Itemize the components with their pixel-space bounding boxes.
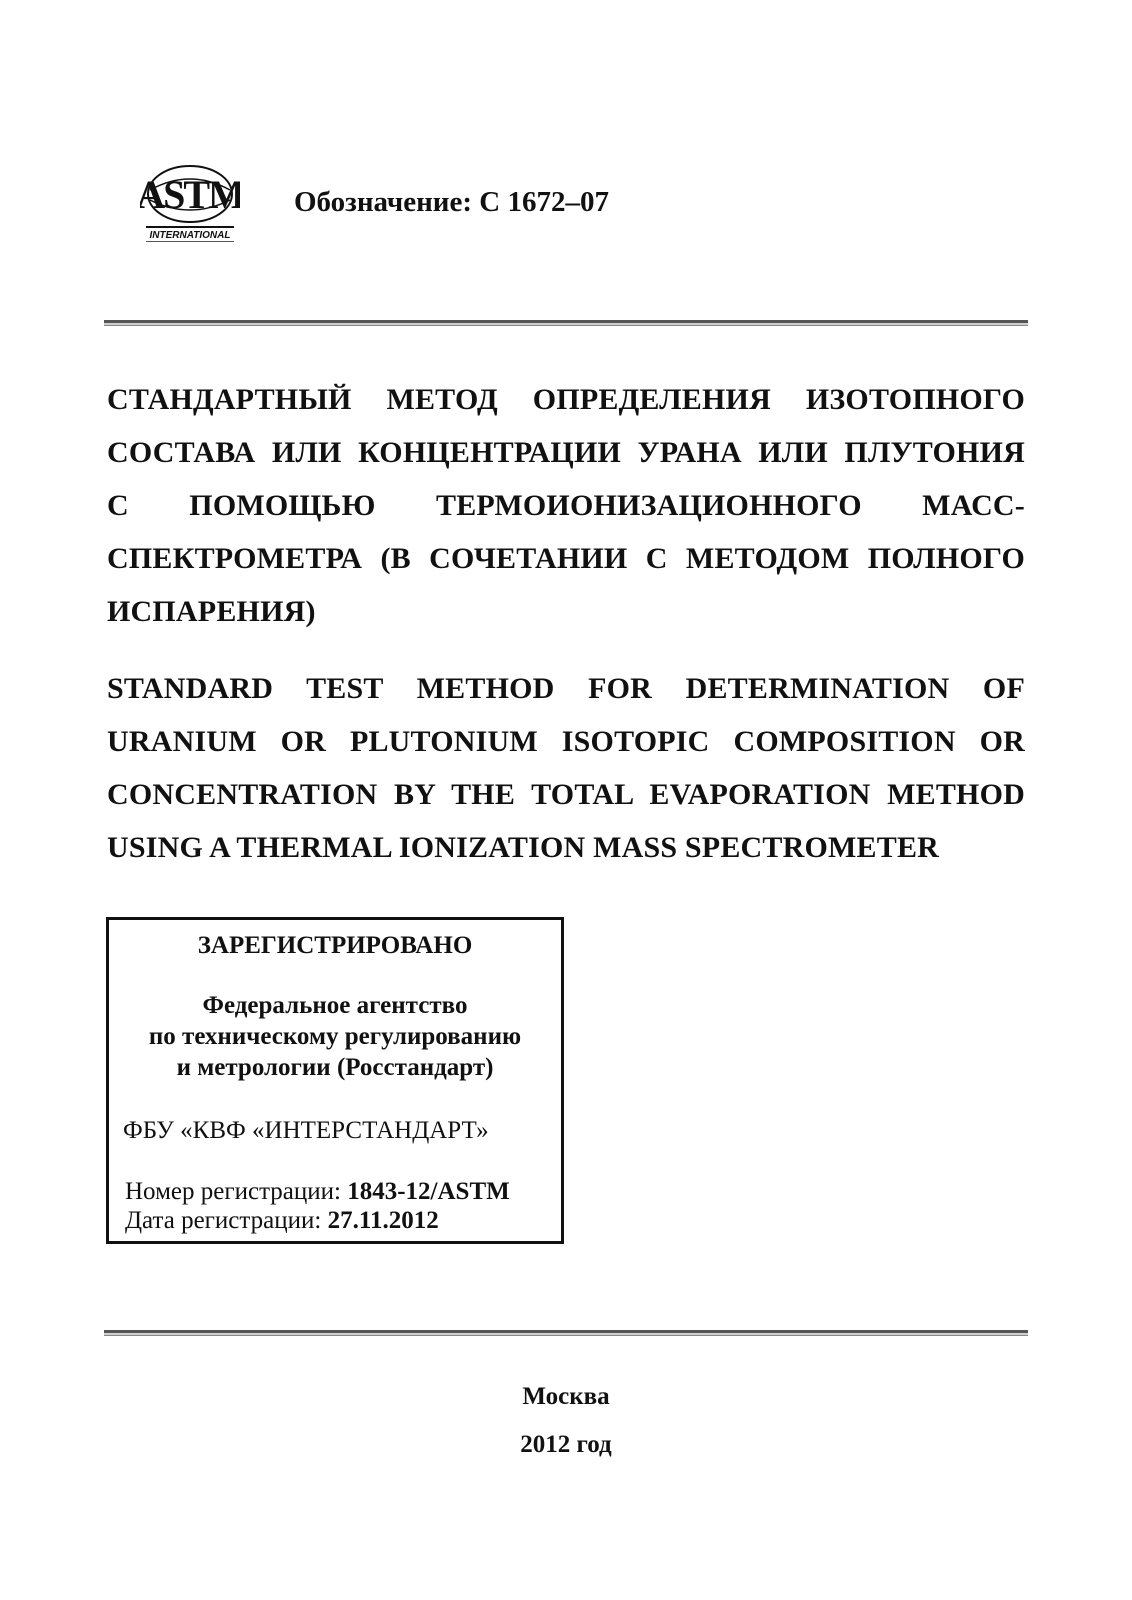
- svg-text:INTERNATIONAL: INTERNATIONAL: [149, 230, 231, 241]
- svg-text:ASTM: ASTM: [140, 172, 240, 217]
- document-designation: Обозначение: C 1672–07: [294, 186, 609, 218]
- title-en-line: URANIUM OR PLUTONIUM ISOTOPIC COMPOSITION OR: [107, 725, 1025, 758]
- top-divider: [104, 320, 1028, 326]
- title-en-line: USING A THERMAL IONIZATION MASS SPECTROMETER: [107, 831, 940, 864]
- registration-date-label: Дата регистрации:: [125, 1207, 328, 1234]
- astm-logo-icon: [140, 160, 240, 246]
- registration-stamp: [106, 917, 564, 1244]
- astm-logo: [140, 160, 240, 246]
- publication-city: Москва: [522, 1383, 610, 1410]
- registration-number-label: Номер регистрации:: [125, 1178, 348, 1205]
- title-english: [107, 662, 1025, 874]
- registration-number-value: 1843-12/ASTM: [347, 1178, 510, 1205]
- registration-heading: ЗАРЕГИСТРИРОВАНО: [197, 932, 473, 959]
- registration-date-value: 27.11.2012: [327, 1207, 439, 1234]
- title-ru-line: С ПОМОЩЬЮ ТЕРМОИОНИЗАЦИОННОГО МАСС-: [107, 489, 1025, 522]
- agency-line: по техническому регулированию: [148, 1023, 522, 1050]
- registration-date: [125, 1207, 439, 1235]
- title-en-line: STANDARD TEST METHOD FOR DETERMINATION OF: [107, 672, 1025, 705]
- agency-line: Федеральное агентство: [202, 992, 468, 1019]
- title-ru-line: СПЕКТРОМЕТРА (В СОЧЕТАНИИ С МЕТОДОМ ПОЛНОГО: [107, 542, 1025, 575]
- registration-number: [125, 1178, 510, 1206]
- registration-agency: [109, 990, 561, 1083]
- title-ru-line: ИСПАРЕНИЯ): [107, 595, 316, 628]
- title-ru-line: СОСТАВА ИЛИ КОНЦЕНТРАЦИИ УРАНА ИЛИ ПЛУТОНИЯ: [107, 436, 1025, 469]
- publication-year: 2012 год: [520, 1431, 612, 1458]
- title-en-line: CONCENTRATION BY THE TOTAL EVAPORATION METHOD: [107, 778, 1025, 811]
- registration-organization: ФБУ «КВФ «ИНТЕРСТАНДАРТ»: [123, 1117, 489, 1144]
- title-russian: [107, 373, 1025, 638]
- title-ru-line: СТАНДАРТНЫЙ МЕТОД ОПРЕДЕЛЕНИЯ ИЗОТОПНОГО: [107, 383, 1025, 416]
- bottom-divider: [104, 1330, 1028, 1336]
- agency-line: и метрологии (Росстандарт): [176, 1054, 494, 1081]
